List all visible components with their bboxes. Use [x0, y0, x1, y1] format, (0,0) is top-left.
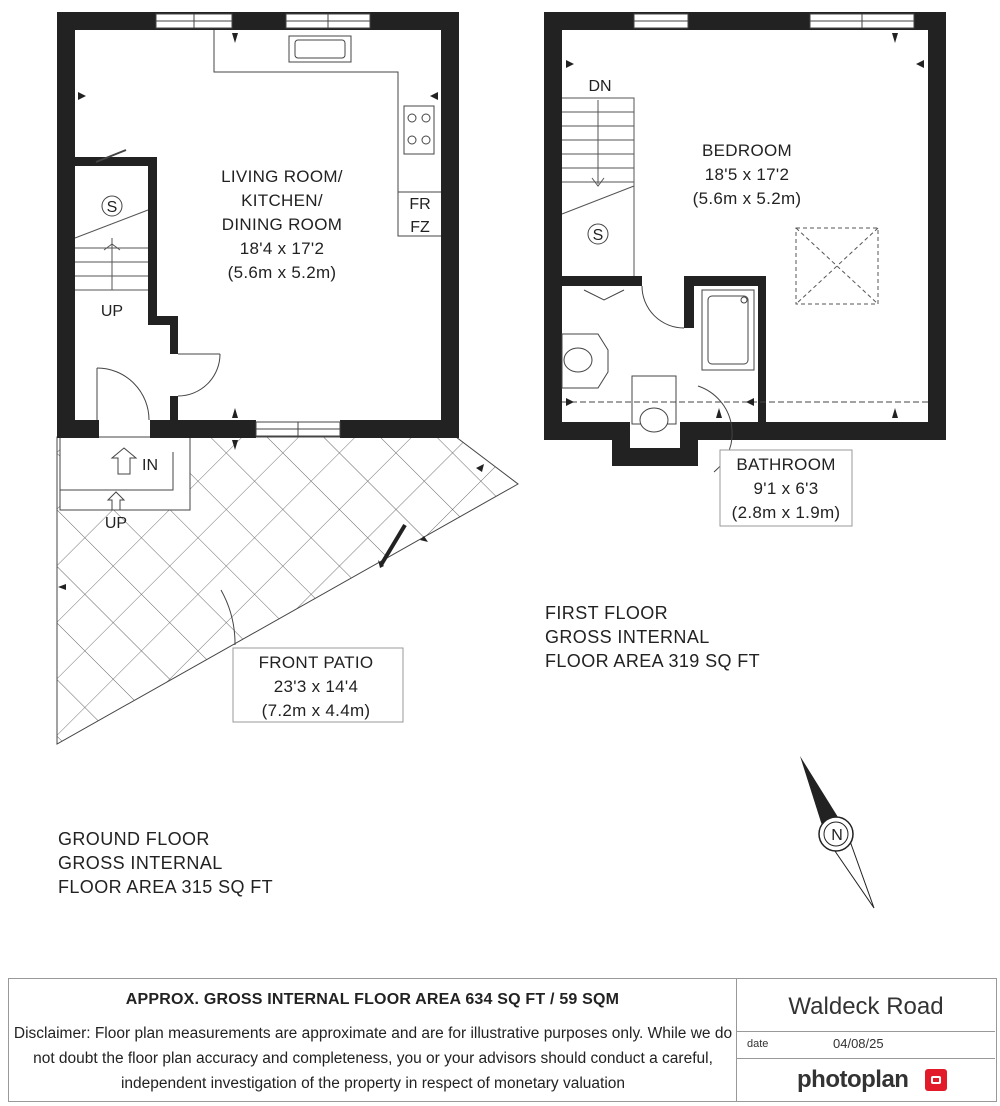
- ground-area-line-1: GROUND FLOOR: [58, 829, 210, 849]
- date-row: [737, 1031, 995, 1059]
- living-room-dims: 18'4 x 17'2: [239, 239, 325, 258]
- living-room-name-3: DINING ROOM: [221, 215, 343, 234]
- freezer-label: FZ: [410, 219, 430, 236]
- smoke-label: S: [106, 199, 118, 216]
- bathroom-dims-metric: (2.8m x 1.9m): [731, 503, 841, 522]
- patio-name: FRONT PATIO: [258, 653, 374, 672]
- skylight-icon: [796, 228, 878, 304]
- bedroom-name: BEDROOM: [702, 141, 792, 160]
- ground-floor: [57, 12, 518, 897]
- living-room-name-2: KITCHEN/: [241, 191, 323, 210]
- fridge-label: FR: [409, 196, 431, 213]
- property-name: Waldeck Road: [788, 993, 944, 1020]
- hob-icon: [404, 106, 434, 154]
- camera-icon: [925, 1069, 947, 1091]
- ground-area-line-3: FLOOR AREA 315 SQ FT: [58, 877, 274, 897]
- info-panel-right: [736, 979, 997, 1101]
- date-value: 04/08/25: [833, 1036, 884, 1051]
- total-area-summary: APPROX. GROSS INTERNAL FLOOR AREA 634 SQ FT / 59 SQM: [125, 991, 620, 1008]
- bathroom-dims: 9'1 x 6'3: [753, 479, 819, 498]
- brand-logo: photoplan: [797, 1066, 909, 1093]
- patio-dims-metric: (7.2m x 4.4m): [261, 701, 371, 720]
- bathroom-name: BATHROOM: [736, 455, 836, 474]
- info-panel: [8, 978, 997, 1102]
- ground-area-line-2: GROSS INTERNAL: [58, 853, 223, 873]
- first-stairs: [562, 98, 634, 276]
- patio-dims: 23'3 x 14'4: [273, 677, 359, 696]
- first-area-line-1: FIRST FLOOR: [545, 603, 669, 623]
- entrance-label: IN: [142, 457, 158, 474]
- date-label: date: [747, 1038, 769, 1050]
- basin-icon: [562, 334, 608, 388]
- bedroom-dims-metric: (5.6m x 5.2m): [692, 189, 802, 208]
- smoke-label: S: [592, 227, 604, 244]
- stairs-up-label: UP: [100, 303, 124, 320]
- info-panel-left: [9, 979, 736, 1101]
- first-floor: [544, 12, 946, 671]
- first-area-line-3: FLOOR AREA 319 SQ FT: [545, 651, 761, 671]
- compass-north-icon: [800, 756, 874, 908]
- disclaimer-text: Disclaimer: Floor plan measurements are approximate and are for illustrative purposes only. While we do not doubt the floor plan accuracy and completeness, you or your advisors should conduct a careful, independent investigation of the property in respect of monetary valuation: [13, 1025, 733, 1092]
- bedroom-dims: 18'5 x 17'2: [704, 165, 790, 184]
- stairs-down-label: DN: [588, 78, 612, 95]
- living-room-dims-metric: (5.6m x 5.2m): [227, 263, 337, 282]
- ground-stairs: [75, 210, 148, 290]
- living-room-name-1: LIVING ROOM/: [221, 167, 343, 186]
- patio-up-label: UP: [104, 515, 128, 532]
- compass-label: N: [831, 827, 843, 844]
- toilet-icon: [632, 376, 676, 432]
- first-area-line-2: GROSS INTERNAL: [545, 627, 710, 647]
- bath-icon: [702, 290, 754, 370]
